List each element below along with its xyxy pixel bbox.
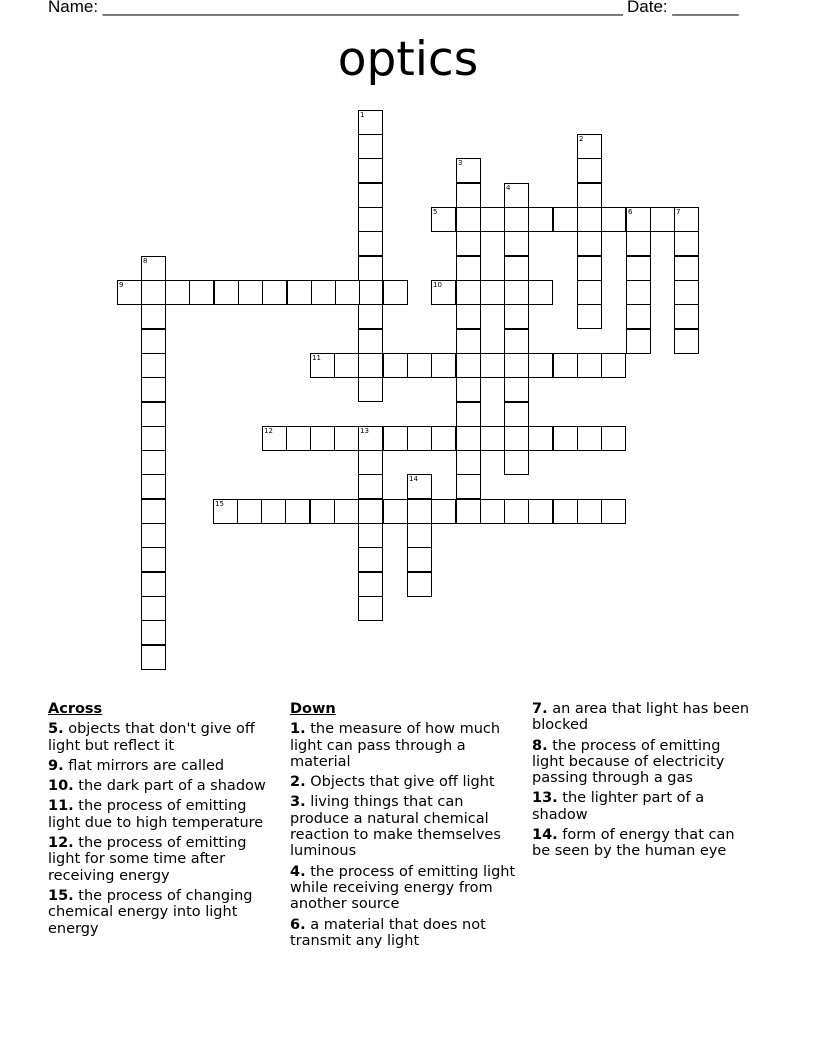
clue-num: 15. (48, 887, 74, 904)
crossword-cell[interactable] (456, 207, 481, 232)
clue-item (532, 790, 752, 823)
crossword-cell[interactable] (553, 207, 578, 232)
clue-text: the process of emitting light due to high temperature (48, 798, 264, 831)
crossword-cell[interactable] (577, 231, 602, 256)
crossword-cell[interactable] (358, 353, 383, 378)
crossword-cell[interactable] (577, 280, 602, 305)
crossword-cell[interactable] (480, 499, 505, 524)
clue-num: 14. (532, 827, 558, 844)
puzzle-title: optics (337, 32, 479, 87)
crossword-cell[interactable] (141, 450, 166, 475)
crossword-cell[interactable] (456, 450, 481, 475)
crossword-cell[interactable] (577, 158, 602, 183)
crossword-cell[interactable] (601, 207, 626, 232)
crossword-cell[interactable] (528, 207, 553, 232)
crossword-cell[interactable] (456, 329, 481, 354)
crossword-cell[interactable] (480, 280, 505, 305)
crossword-cell[interactable] (504, 207, 529, 232)
crossword-cell[interactable] (431, 426, 456, 451)
crossword-cell[interactable] (141, 547, 166, 572)
crossword-cell[interactable] (650, 207, 675, 232)
crossword-cell[interactable] (334, 499, 359, 524)
crossword-cell[interactable] (141, 620, 166, 645)
clue-item (48, 798, 276, 831)
crossword-cell[interactable] (577, 207, 602, 232)
crossword-cell[interactable] (456, 402, 481, 427)
clue-num: 11. (48, 798, 74, 815)
clue-text: objects that don't give off light but reflect it (48, 721, 255, 754)
name-field: Name: _______________________________________________________ (48, 0, 623, 16)
crossword-cell[interactable] (577, 256, 602, 281)
crossword-cell[interactable] (456, 280, 481, 305)
crossword-cell[interactable] (456, 353, 481, 378)
crossword-cell[interactable] (358, 474, 383, 499)
crossword-cell[interactable] (456, 256, 481, 281)
clue-item (290, 917, 518, 950)
clue-text: flat mirrors are called (63, 757, 225, 774)
crossword-cell[interactable] (577, 353, 602, 378)
clue-text: the measure of how much light can pass through a material (290, 721, 501, 770)
crossword-cell[interactable] (626, 280, 651, 305)
crossword-cell[interactable] (674, 280, 699, 305)
crossword-cell[interactable] (334, 426, 359, 451)
crossword-cell[interactable] (504, 426, 529, 451)
crossword-cell[interactable] (577, 304, 602, 329)
crossword-cell[interactable] (141, 377, 166, 402)
clue-number: 6 (628, 208, 633, 216)
clue-item (290, 864, 518, 913)
crossword-cell[interactable] (480, 207, 505, 232)
crossword-cell[interactable] (358, 450, 383, 475)
clue-number: 14 (409, 475, 418, 483)
crossword-cell[interactable] (456, 377, 481, 402)
crossword-cell[interactable] (577, 183, 602, 208)
crossword-cell[interactable] (528, 499, 553, 524)
crossword-cell[interactable] (335, 280, 360, 305)
crossword-cell[interactable] (456, 183, 481, 208)
across-heading: Across (48, 701, 103, 717)
crossword-cell[interactable] (626, 256, 651, 281)
clue-number: 10 (433, 281, 442, 289)
crossword-cell[interactable] (553, 353, 578, 378)
clue-text: Objects that give off light (305, 774, 495, 791)
crossword-cell[interactable] (674, 231, 699, 256)
clue-num: 13. (532, 790, 558, 807)
crossword-cell[interactable] (141, 402, 166, 427)
crossword-cell[interactable] (141, 329, 166, 354)
clue-num: 9. (48, 757, 64, 774)
clue-number: 1 (360, 111, 365, 119)
clue-num: 3. (290, 794, 306, 811)
clue-num: 1. (290, 721, 306, 738)
down-clues (290, 701, 518, 953)
clue-text: living things that can produce a natural chemical reaction to make themselves luminous (290, 794, 501, 860)
crossword-cell[interactable] (528, 426, 553, 451)
crossword-cell[interactable] (504, 499, 529, 524)
crossword-cell[interactable] (358, 256, 383, 281)
clue-item (532, 738, 752, 787)
crossword-cell[interactable] (601, 353, 626, 378)
clue-number: 11 (312, 354, 321, 362)
crossword-cell[interactable] (383, 353, 408, 378)
crossword-cell[interactable] (553, 499, 578, 524)
crossword-cell[interactable] (504, 402, 529, 427)
crossword-cell[interactable] (141, 499, 166, 524)
crossword-cell[interactable] (165, 280, 190, 305)
crossword-cell[interactable] (141, 280, 166, 305)
crossword-cell[interactable] (238, 280, 263, 305)
crossword-cell[interactable] (480, 353, 505, 378)
crossword-cell[interactable] (504, 280, 529, 305)
crossword-cell[interactable] (407, 353, 432, 378)
clue-num: 12. (48, 835, 74, 852)
crossword-cell[interactable] (431, 353, 456, 378)
clue-num: 10. (48, 778, 74, 795)
clue-item (48, 758, 276, 774)
crossword-cell[interactable] (407, 523, 432, 548)
clue-num: 5. (48, 721, 64, 738)
crossword-cell[interactable] (601, 499, 626, 524)
crossword-cell[interactable] (141, 474, 166, 499)
clue-num: 8. (532, 737, 548, 754)
crossword-cell[interactable] (626, 231, 651, 256)
crossword-cell[interactable] (407, 426, 432, 451)
clue-item (48, 888, 276, 937)
crossword-cell[interactable] (141, 596, 166, 621)
crossword-cell[interactable] (358, 304, 383, 329)
clue-item (532, 827, 752, 860)
clue-number: 15 (215, 500, 224, 508)
crossword-cell[interactable] (358, 134, 383, 159)
crossword-cell[interactable] (141, 523, 166, 548)
clue-item (290, 774, 518, 790)
clue-text: an area that light has been blocked (532, 701, 750, 734)
clue-num: 2. (290, 774, 306, 791)
crossword-cell[interactable] (504, 256, 529, 281)
crossword-cell[interactable] (407, 499, 432, 524)
crossword-cell[interactable] (504, 353, 529, 378)
clue-number: 9 (119, 281, 124, 289)
crossword-cell[interactable] (553, 426, 578, 451)
clue-text: form of energy that can be seen by the human eye (532, 827, 735, 860)
clue-num: 7. (532, 701, 548, 717)
crossword-cell[interactable] (528, 280, 553, 305)
crossword-cell[interactable] (407, 547, 432, 572)
clue-text: a material that does not transmit any light (290, 916, 486, 949)
clue-number: 3 (458, 159, 463, 167)
crossword-cell[interactable] (262, 280, 287, 305)
crossword-cell[interactable] (528, 353, 553, 378)
crossword-cell[interactable] (674, 329, 699, 354)
crossword-cell[interactable] (358, 547, 383, 572)
crossword-cell[interactable] (504, 231, 529, 256)
crossword-cell[interactable] (141, 572, 166, 597)
crossword-cell[interactable] (383, 280, 408, 305)
crossword-cell[interactable] (504, 377, 529, 402)
clue-text: the process of changing chemical energy into light energy (48, 887, 253, 937)
clue-number: 7 (676, 208, 681, 216)
crossword-cell[interactable] (626, 304, 651, 329)
clue-number: 2 (579, 135, 584, 143)
crossword-cell[interactable] (577, 499, 602, 524)
crossword-cell[interactable] (358, 231, 383, 256)
clue-number: 13 (360, 427, 369, 435)
crossword-cell[interactable] (358, 596, 383, 621)
date-field: Date: _______ (627, 0, 739, 16)
crossword-cell[interactable] (456, 304, 481, 329)
crossword-cell[interactable] (214, 280, 239, 305)
crossword-cell[interactable] (577, 426, 602, 451)
down-clues-continued (532, 701, 752, 864)
crossword-cell[interactable] (504, 329, 529, 354)
crossword-cell[interactable] (358, 280, 383, 305)
clue-number: 5 (433, 208, 438, 216)
crossword-cell[interactable] (358, 523, 383, 548)
clue-number: 12 (264, 427, 273, 435)
crossword-cell[interactable] (141, 353, 166, 378)
crossword-cell[interactable] (456, 474, 481, 499)
clue-text: the process of emitting light for some time after receiving energy (48, 835, 247, 884)
clue-num: 4. (290, 863, 306, 880)
crossword-cell[interactable] (358, 499, 383, 524)
crossword-cell[interactable] (287, 280, 312, 305)
crossword-cell[interactable] (626, 329, 651, 354)
crossword-cell[interactable] (189, 280, 214, 305)
clue-num: 6. (290, 916, 306, 933)
crossword-cell[interactable] (237, 499, 262, 524)
crossword-cell[interactable] (358, 377, 383, 402)
clue-item (48, 721, 276, 754)
crossword-cell[interactable] (286, 426, 311, 451)
crossword-cell[interactable] (141, 426, 166, 451)
crossword-cell[interactable] (456, 231, 481, 256)
crossword-cell[interactable] (383, 426, 408, 451)
crossword-cell[interactable] (358, 183, 383, 208)
down-heading: Down (290, 701, 336, 717)
crossword-cell[interactable] (407, 572, 432, 597)
crossword-cell[interactable] (310, 499, 335, 524)
crossword-cell[interactable] (358, 329, 383, 354)
crossword-cell[interactable] (311, 280, 336, 305)
clue-text: the dark part of a shadow (73, 778, 266, 795)
across-clues (48, 701, 276, 941)
crossword-cell[interactable] (480, 426, 505, 451)
crossword-cell[interactable] (674, 304, 699, 329)
clue-item (290, 794, 518, 859)
clue-item (532, 701, 752, 734)
crossword-cell[interactable] (358, 572, 383, 597)
crossword-cell[interactable] (261, 499, 286, 524)
clue-item (48, 835, 276, 884)
crossword-cell[interactable] (456, 499, 481, 524)
clue-item (48, 778, 276, 794)
crossword-cell[interactable] (310, 426, 335, 451)
clue-text: the process of emitting light while receiving energy from another source (290, 863, 516, 913)
clue-text: the lighter part of a shadow (532, 790, 705, 823)
crossword-cell[interactable] (141, 645, 166, 670)
crossword-cell[interactable] (601, 426, 626, 451)
crossword-cell[interactable] (358, 207, 383, 232)
crossword-cell[interactable] (334, 353, 359, 378)
crossword-cell[interactable] (674, 256, 699, 281)
crossword-cell[interactable] (358, 158, 383, 183)
crossword-cell[interactable] (504, 304, 529, 329)
crossword-cell[interactable] (504, 450, 529, 475)
crossword-cell[interactable] (431, 499, 456, 524)
crossword-cell[interactable] (141, 304, 166, 329)
clue-number: 4 (506, 184, 511, 192)
clue-text: the process of emitting light because of electricity passing through a gas (532, 737, 725, 787)
clue-item (290, 721, 518, 770)
crossword-cell[interactable] (383, 499, 408, 524)
crossword-cell[interactable] (285, 499, 310, 524)
clue-number: 8 (143, 257, 148, 265)
crossword-cell[interactable] (456, 426, 481, 451)
